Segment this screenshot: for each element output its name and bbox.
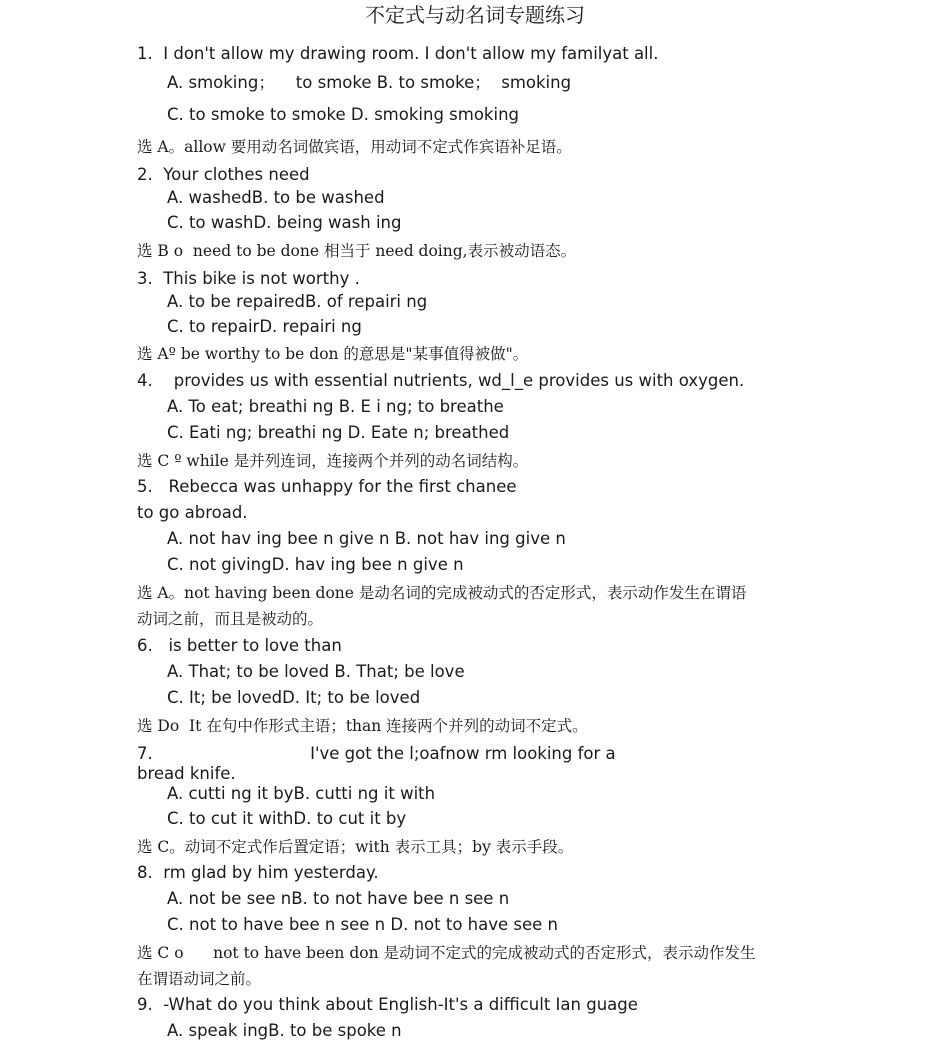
answer-option-line: C. not givingD. hav ing bee n give n: [167, 555, 464, 574]
page-title: 不定式与动名词专题练习: [365, 3, 585, 27]
explanation-line: 选 A。allow 要用动名词做宾语，用动词不定式作宾语补足语。: [137, 138, 572, 156]
answer-option-line: C. not to have bee n see n D. not to have see n: [167, 915, 558, 934]
answer-option-line: C. It; be lovedD. It; to be loved: [167, 688, 421, 707]
question-line: bread knife.: [137, 764, 236, 783]
answer-option-line: A. That; to be loved B. That; be love: [167, 662, 465, 681]
explanation-line: 选 Dο It 在句中作形式主语；than 连接两个并列的动词不定式。: [137, 717, 588, 735]
answer-option-line: A. speak ingB. to be spoke n: [167, 1021, 402, 1040]
question-line: 9. -What do you think about English-It's a difficult Ian guage: [137, 995, 638, 1014]
answer-option-line: A. washedB. to be washed: [167, 188, 385, 207]
answer-option-line: C. to washD. being wash ing: [167, 213, 402, 232]
question-line: 8. rm glad by him yesterday.: [137, 863, 379, 882]
answer-option-line: A. not be see nB. to not have bee n see n: [167, 889, 510, 908]
answer-option-line: A. cutti ng it byB. cutti ng it with: [167, 784, 436, 803]
question-line: 5. Rebecca was unhappy for the first chanee: [137, 477, 517, 496]
answer-option-line: C. to cut it withD. to cut it by: [167, 809, 407, 828]
question-line: 6. is better to love than: [137, 636, 342, 655]
answer-option-line: A. not hav ing bee n give n B. not hav ing give n: [167, 529, 566, 548]
answer-option-line: A. To eat; breathi ng B. E i ng; to breathe: [167, 397, 504, 416]
question-line: 2. Your clothes need: [137, 165, 310, 184]
question-line: 3. This bike is not worthy .: [137, 269, 360, 288]
question-line: 7. I've got the l;oafnow rm looking for a: [137, 744, 616, 763]
explanation-line: 选 C。动词不定式作后置定语；with 表示工具；by 表示手段。: [137, 838, 574, 856]
answer-option-line: C. Eati ng; breathi ng D. Eate n; breathed: [167, 423, 510, 442]
question-line: 1. I don't allow my drawing room. I don't allow my familyat all.: [137, 44, 659, 63]
answer-option-line: C. to repairD. repairi ng: [167, 317, 362, 336]
explanation-line: 在谓语动词之前。: [137, 970, 262, 988]
explanation-line: 选 Aº be worthy to be don 的意思是"某事值得被做"。: [137, 345, 529, 363]
explanation-line: 选 C ο not to have been don 是动词不定式的完成被动式的否定形式，表示动作发生: [137, 944, 756, 962]
question-line: to go abroad.: [137, 503, 248, 522]
answer-option-line: C. to smoke to smoke D. smoking smoking: [167, 105, 519, 124]
explanation-line: 选 C º while 是并列连词，连接两个并列的动名词结构。: [137, 452, 529, 470]
question-line: 4. provides us with essential nutrients, wd_l_e provides us with oxygen.: [137, 371, 745, 390]
answer-option-line: A. to be repairedB. of repairi ng: [167, 292, 428, 311]
explanation-line: 动词之前，而且是被动的。: [137, 610, 324, 628]
explanation-line: 选 B ο need to be done 相当于 need doing,表示被动语态。: [137, 242, 577, 260]
explanation-line: 选 A。not having been done 是动名词的完成被动式的否定形式，表示动作发生在谓语: [137, 584, 747, 602]
answer-option-line: A. smoking； to smoke B. to smoke； smoking: [167, 73, 572, 92]
